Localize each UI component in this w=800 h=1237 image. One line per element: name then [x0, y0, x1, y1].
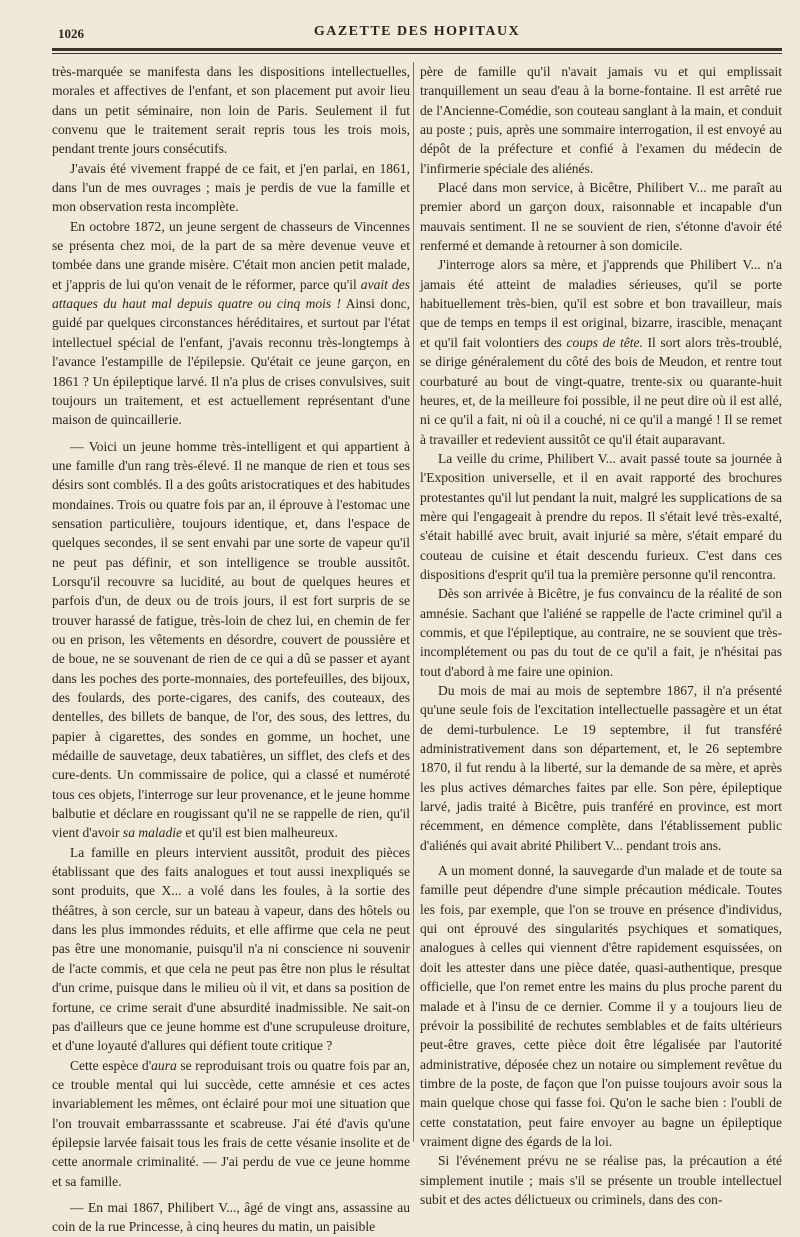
running-title: GAZETTE DES HOPITAUX — [313, 24, 521, 39]
paragraph: — Voici un jeune homme très-intelligent et qui appartient à une famille d'un rang très-élevé. Il ne manque de rien et tous ses désirs sont comblés. Il a des goûts aristocratiques et des habitudes mondaines. Trois ou quatre fois par an, il éprouve à l'estomac une sensation particulière, toujours identique, et, dans l'espace de quelques secondes, il se sent envahi par une sorte de vapeur qu'il ne peut pas définir, et son intelligence se trouble aussitôt. Lorsqu'il recouvre sa lucidité, au bout de quelques heures et parfois d'un, de deux ou de trois jours, il est fort surpris de se trouver harassé de fatigue, très-loin de chez lui, en chemin de fer ou en prison, les vêtements en désordre, couvert de poussière et de boue, ne se souvenant de rien de ce qui a dû se passer et ayant dans les poches des porte-monnaies, des portefeuilles, des bijoux, des foulards, des porte-cigares, des canifs, des couteaux, des dentelles, des billets de banque, de l'or, des sous, des lettres, du papier à cigarettes, des sondes en gomme, un hochet, une médaille de sauvetage, deux tabatières, un sifflet, des clefs et des cure-dents. Un commissaire de police, qui a classé et numéroté tous ces objets, l'interroge sur leur provenance, et le jeune homme balbutie et déclare en rougissant qu'il ne se rappelle de rien, qu'il vient d'avoir sa maladie et qu'il est bien malheureux. — [52, 438, 410, 841]
left-column — [52, 62, 410, 1237]
paragraph: Placé dans mon service, à Bicêtre, Philibert V... me paraît au premier abord un garçon doux, raisonnable et incapable d'un mauvais sentiment. Il ne se souvient de rien, s'étonne d'avoir été renfermé et demande à retourner à son domicile. — [420, 180, 782, 254]
page-header — [52, 20, 782, 46]
paragraph: Du mois de mai au mois de septembre 1867, il n'a présenté qu'une seule fois de l'excitation intellectuelle passagère et un état de demi-turbulence. Le 19 septembre, il fut transféré administrativement dans son département, et, le 26 septembre 1870, il fut rendu à la liberté, sur la demande de sa mère, et après les plus actives démarches faites par elle. Son père, épileptique larvé, jadis traité à Bicêtre, puis tranféré en province, est mort récemment, en démence complète, dans l'établissement public d'aliénés qui avait abrité Philibert V... pendant trois ans. — [420, 683, 782, 853]
paragraph: père de famille qu'il n'avait jamais vu et qui emplissait tranquillement un seau d'eau à la borne-fontaine. Il est arrêté rue de l'Ancienne-Comédie, son couteau sanglant à la main, et conduit au poste ; puis, après une sommaire interrogation, il est envoyé au dépôt de la préfecture et confié à l'examen du médecin de l'infirmerie spéciale des aliénés. — [420, 64, 782, 176]
header-rule-thick — [52, 48, 782, 51]
paragraph: J'avais été vivement frappé de ce fait, et j'en parlai, en 1861, dans l'un de mes ouvrages ; mais je perdis de vue la famille et mon observation resta incomplète. — [52, 160, 410, 215]
paragraph: A un moment donné, la sauvegarde d'un malade et de toute sa famille peut dépendre d'une simple précaution médicale. Toutes les fois, par exemple, que l'on se trouve en présence d'individus, qui ont éprouvé des singularités psychiques et somatiques, analogues à celles qui viennent d'être rapidement esquissées, on doit les attester dans une pièce datée, quasi-authentique, presque officielle, que l'on remet entre les mains du plus proche parent du malade et à l'insu de ce dernier. Comme il y a toujours lieu de prévoir la possibilité de rechutes semblables et de faits ultérieurs peut-être graves, cette pièce doit être légalisée par l'autorité administrative, déposée chez un notaire ou simplement revêtue du timbre de la poste, de façon que l'on puisse toujours avoir sous la main quelque chose qui fasse foi. Qu'on le sache bien : l'oubli de cette constatation, peut faire envoyer au bagne un épileptique vraiment digne des égards de la loi. — [420, 863, 782, 1149]
page-number: 1026 — [58, 26, 84, 41]
paragraph: La veille du crime, Philibert V... avait passé toute sa journée à l'Exposition universelle, et il en avait rapporté des brochures protestantes qu'il lut pendant la nuit, malgré les supplications de sa mère qui l'engageait à prendre du repos. Il s'était levé très-exalté, s'était habillé avec bruit, avait injurié sa mère, s'était emparé du couteau de cuisine et était descendu furieux. C'est dans ces dispositions d'esprit qu'il tua la première personne qu'il rencontra. — [420, 450, 782, 582]
paragraph: La famille en pleurs intervient aussitôt, produit des pièces établissant que des faits analogues et tout aussi inexpliqués se sont produits, que X... a volé dans les foules, à la sortie des théâtres, à son cercle, sur un bateau à vapeur, dans des hôtels ou dans les plus immondes réduits, et elle affirme que cela ne peut pas être une monomanie, puisqu'il n'a ni conscience ni souvenir de l'acte commis, et que cela ne peut pas être non plus le résultat d'un crime, puisque dans le milieu où il vit, et dans sa position de fortune, ce crime serait d'une absurdité inadmissible. Ne sait-on pas d'ailleurs que ce jeune homme est d'une scrupuleuse droiture, et d'une loyauté d'allures qui défient toute critique ? — [52, 844, 410, 1054]
paragraph: — En mai 1867, Philibert V..., âgé de vingt ans, assassine au coin de la rue Princesse, à cinq heures du matin, un paisible — [52, 1199, 410, 1235]
paragraph: J'interroge alors sa mère, et j'apprends que Philibert V... n'a jamais été atteint de maladies sérieuses, qu'il se porte habituellement très-bien, qu'il est sobre et bon travailleur, mais que de temps en temps il est original, bizarre, irascible, menaçant et qu'il fait volontiers des coups de tête. Il sort alors très-troublé, se dirige généralement du côté des bois de Meudon, et rentre tout courbaturé au bout de vingt-quatre, trente-six ou quarante-huit heures, et, de la meilleure foi possible, il ne peut dire où il est allé, ni ce qu'il a fait, ni où il a couché, ni ce qu'il a mangé ! Il se remet à travailler et redevient aussitôt ce qu'il était auparavant. — [420, 257, 782, 447]
paragraph: très-marquée se manifesta dans les dispositions intellectuelles, morales et affectives de l'enfant, et son placement put avoir lieu dans un petit séminaire, non loin de Paris. Seulement il fut convenu que le traitement serait repris tous les trois mois, pendant trente jours consécutifs. — [52, 64, 410, 157]
paragraph: Si l'événement prévu ne se réalise pas, la précaution a été simplement inutile ; mais s'il se présente un trouble intellectuel subit et des actes délictueux ou criminels, dans des con- — [420, 1153, 782, 1207]
header-rule-thin — [52, 53, 782, 54]
paragraph: Dès son arrivée à Bicêtre, je fus convaincu de la réalité de son amnésie. Sachant que l'aliéné se rappelle de l'acte criminel qu'il a commis, et que l'épileptique, au contraire, ne se souvient que très-incomplétement ou pas du tout de ce qu'il a fait, je n'hésitai pas tout d'abord à me faire une opinion. — [420, 586, 782, 679]
column-divider — [413, 62, 414, 1142]
right-column — [420, 62, 782, 1209]
paragraph: Cette espèce d'aura se reproduisant trois ou quatre fois par an, ce trouble mental qui lui succède, cette amnésie et ces actes invariablement les mêmes, ont éclairé pour moi une situation que l'on trouvait embarrasssante et scabreuse. J'ai été d'avis qu'une épilepsie larvée faisait tous les frais de cette vésanie insolite et de cette anormale criminalité. — J'ai perdu de vue ce jeune homme et sa famille. — [52, 1057, 410, 1189]
paragraph: En octobre 1872, un jeune sergent de chasseurs de Vincennes se présenta chez moi, de la part de sa mère devenue veuve et tombée dans une grande misère. C'était mon ancien petit malade, et j'appris de lui qu'on venait de le réformer, parce qu'il avait des attaques du haut mal depuis quatre ou cinq mois ! Ainsi donc, guidé par quelques circonstances héréditaires, et surtout par l'état intellectuel spécial de l'enfant, j'avais reconnu très-longtemps à l'avance l'estampille de l'épilepsie. Qu'était ce jeune garçon, en 1861 ? Un épileptique larvé. Il n'a plus de crises convulsives, suit toujours un traitement, et est actuellement représentant d'une maison de quincaillerie. — [52, 218, 410, 428]
